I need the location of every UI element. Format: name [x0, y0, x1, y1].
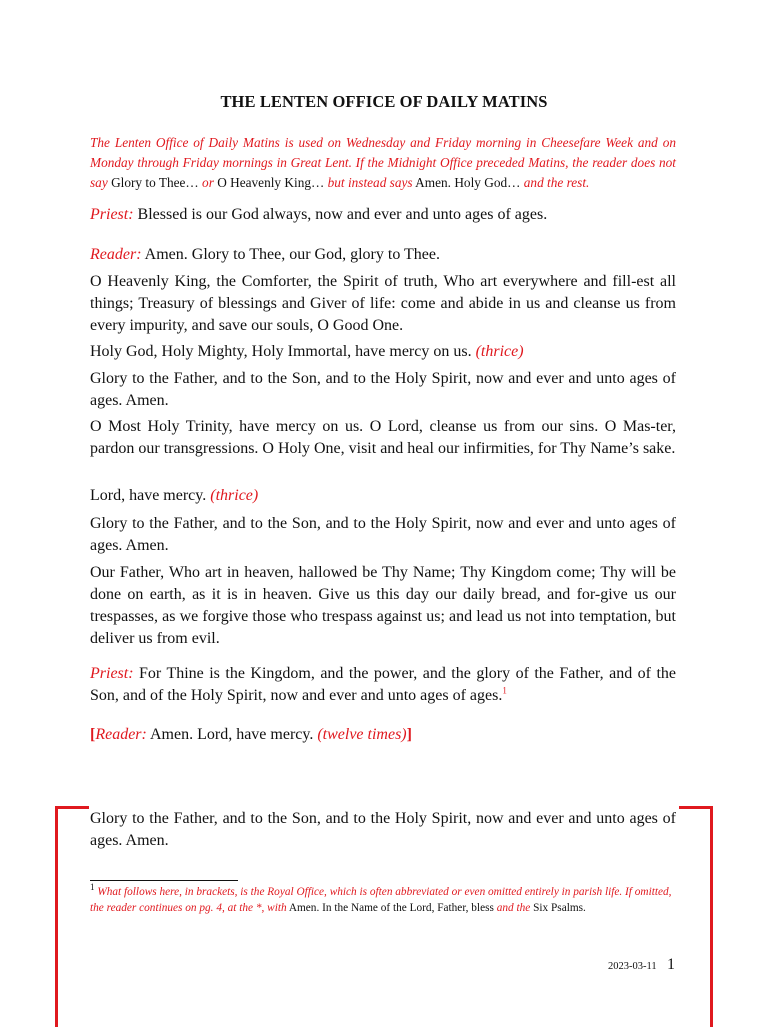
- role-label: Priest:: [90, 206, 134, 223]
- reader-response: [90, 244, 676, 266]
- prayer-trisagion: [90, 341, 676, 363]
- prayer-glory-2: Glory to the Father, and to the Son, and to the Holy Spirit, now and ever and unto ages of ages. Amen.: [90, 515, 676, 554]
- priest-text: Blessed is our God always, now and ever and unto ages of ages.: [137, 206, 548, 223]
- rubric-thrice: (thrice): [210, 487, 259, 504]
- prayer-heavenly-king: O Heavenly King, the Comforter, the Spirit of truth, Who art everywhere and fill-est all things; Treasury of blessings and Giver of life: come and abide in us and cleanse us from every impurity, and save our souls, O Good One.: [90, 273, 676, 334]
- rubric-amen-holy-god: Amen. Holy God…: [415, 175, 521, 190]
- rubric-twelve-times: (twelve times): [317, 726, 407, 743]
- left-red-bracket: [55, 806, 89, 1027]
- reader-amen-text: Amen. Lord, have mercy.: [149, 726, 314, 743]
- lord-have-mercy-text: Lord, have mercy.: [90, 487, 207, 504]
- reader-twelve-times: [90, 724, 676, 746]
- open-bracket: [: [90, 726, 96, 743]
- prayer-most-holy-trinity: O Most Holy Trinity, have mercy on us. O Lord, cleanse us from our sins. O Mas-ter, pardon our transgressions. O Holy One, visit and heal our infirmities, for Thy Name’s sake.: [90, 418, 676, 457]
- footnote-six-psalms: Six Psalms.: [533, 902, 586, 914]
- role-label: Reader:: [90, 246, 142, 263]
- footnote-number: 1: [90, 882, 95, 893]
- footnote-text: Amen. In the Name of the Lord, Father, bless: [288, 902, 494, 914]
- prayer-glory-3: Glory to the Father, and to the Son, and to the Holy Spirit, now and ever and unto ages of ages. Amen.: [90, 810, 676, 849]
- role-label: Reader:: [95, 726, 147, 743]
- rubric-and-the-rest: and the rest.: [523, 175, 590, 190]
- right-red-bracket: [679, 806, 713, 1027]
- rubric-but-instead: but instead says: [327, 175, 413, 190]
- priest-exclamation: [90, 204, 676, 226]
- footnote-rubric-and-the: and the: [496, 902, 531, 914]
- opening-rubric: [90, 133, 676, 193]
- rubric-or: or: [202, 175, 214, 190]
- prayer-our-father: Our Father, Who art in heaven, hallowed be Thy Name; Thy Kingdom come; Thy will be done on earth, as it is in heaven. Give us this day our daily bread, and for-give us our trespasses, as we forgive those who trespass against us; and lead us not into temptation, but deliver us from evil.: [90, 564, 676, 647]
- reader-text: Amen. Glory to Thee, our God, glory to Thee.: [144, 246, 441, 263]
- footnote-rubric: What follows here, in brackets, is the Royal Office, which is often abbreviated or even omitted entirely in parish life. If omitted, the reader continues on pg. 4, at the *, with: [90, 886, 672, 914]
- rubric-glory-to-thee: Glory to Thee…: [111, 175, 199, 190]
- rubric-heavenly-king: O Heavenly King…: [217, 175, 325, 190]
- rubric-thrice: (thrice): [475, 343, 524, 360]
- priest-doxology: [90, 663, 676, 707]
- footnote-separator: [90, 880, 238, 881]
- page-number: 1: [667, 956, 675, 973]
- rubric-text: The Lenten Office of Daily Matins is used on Wednesday and Friday morning in Cheesefare Week and on Monday through Friday mornings in Great Lent. If the Midnight Office preceded Matins, the reader does not say: [90, 135, 676, 190]
- footer-date: 2023-03-11: [608, 961, 657, 972]
- priest-doxology-text: For Thine is the Kingdom, and the power, and the glory of the Father, and of the Son, and of the Holy Spirit, now and ever and unto ages of ages.: [90, 665, 677, 704]
- prayer-lord-have-mercy: [90, 485, 676, 507]
- prayer-glory-1: Glory to the Father, and to the Son, and to the Holy Spirit, now and ever and unto ages of ages. Amen.: [90, 370, 676, 409]
- footnote-reference[interactable]: 1: [502, 685, 507, 696]
- close-bracket: ]: [406, 726, 412, 743]
- footnote: [90, 884, 680, 916]
- role-label: Priest:: [90, 665, 134, 682]
- page-title: THE LENTEN OFFICE OF DAILY MATINS: [220, 92, 548, 111]
- trisagion-text: Holy God, Holy Mighty, Holy Immortal, have mercy on us.: [90, 343, 472, 360]
